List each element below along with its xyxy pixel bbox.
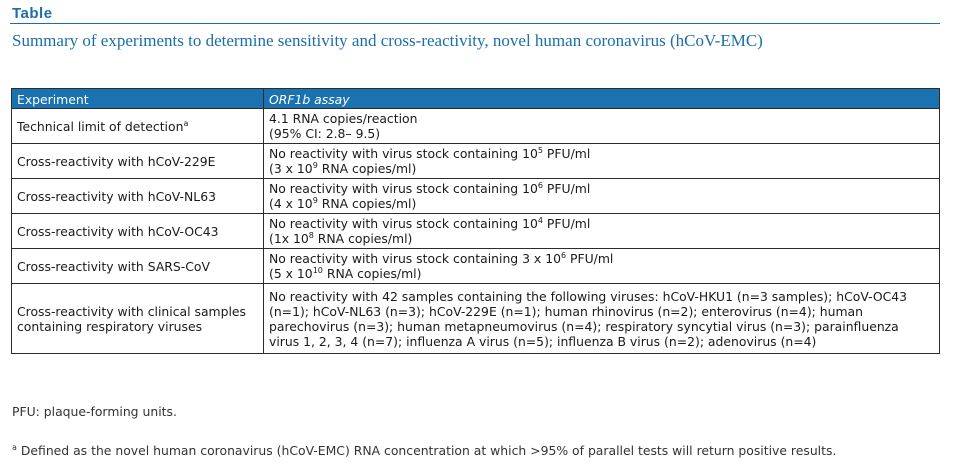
result-line: (n=1); hCoV-NL63 (n=3); hCoV-229E (n=1); human rhinovirus (n=2); enterovirus (n=4); human bbox=[269, 303, 863, 319]
column-header-experiment: Experiment bbox=[12, 89, 264, 109]
result-line: (4 x $10^9$ RNA copies/ml) bbox=[269, 195, 417, 211]
result-line: (5 x $10^{10}$ RNA copies/ml) bbox=[269, 265, 422, 281]
experiment-cell bbox=[12, 249, 264, 284]
result-line: (95% CI: 2.8– 9.5) bbox=[269, 126, 381, 141]
experiment-label: Cross-reactivity with hCoV-OC43 bbox=[17, 223, 219, 239]
table-caption: Summary of experiments to determine sensitivity and cross-reactivity, novel human coronavirus (hCoV-EMC) bbox=[12, 31, 763, 50]
result-line: No reactivity with virus stock containing 3 x $10^6$ PFU/ml bbox=[269, 250, 614, 266]
table-row bbox=[12, 144, 940, 179]
experiment-cell bbox=[12, 109, 264, 144]
experiment-label: Cross-reactivity with SARS-CoV bbox=[17, 258, 210, 274]
result-cell bbox=[264, 284, 940, 354]
result-line: No reactivity with 42 samples containing the following viruses: hCoV-HKU1 (n=3 samples); hCoV-OC43 bbox=[269, 288, 908, 304]
table-row bbox=[12, 249, 940, 284]
experiment-label: Cross-reactivity with hCoV-NL63 bbox=[17, 188, 216, 204]
title-rule bbox=[10, 23, 940, 24]
experiment-cell bbox=[12, 284, 264, 354]
experiment-label: Cross-reactivity with clinical samples bbox=[17, 303, 247, 319]
result-cell bbox=[264, 109, 940, 144]
experiment-label: Cross-reactivity with hCoV-229E bbox=[17, 153, 216, 169]
summary-table bbox=[11, 88, 940, 354]
experiment-cell bbox=[12, 179, 264, 214]
table-header-row bbox=[12, 89, 940, 109]
column-header-assay: ORF1b assay bbox=[264, 89, 940, 109]
result-line: (3 x $10^9$ RNA copies/ml) bbox=[269, 160, 417, 176]
experiment-label: Technical limit of detection bbox=[17, 118, 184, 134]
result-line: No reactivity with virus stock containing $10^4$ PFU/ml bbox=[269, 215, 591, 231]
result-cell bbox=[264, 179, 940, 214]
experiment-cell bbox=[12, 214, 264, 249]
table-row bbox=[12, 179, 940, 214]
table-row bbox=[12, 284, 940, 354]
experiment-cell bbox=[12, 144, 264, 179]
footnote-marker: a bbox=[183, 118, 189, 128]
table-label: Table bbox=[12, 5, 53, 22]
result-line: 4.1 RNA copies/reaction bbox=[269, 111, 418, 126]
result-cell bbox=[264, 249, 940, 284]
experiment-label: containing respiratory viruses bbox=[17, 318, 203, 334]
result-line: No reactivity with virus stock containing $10^5$ PFU/ml bbox=[269, 145, 591, 161]
result-line: (1x $10^8$ RNA copies/ml) bbox=[269, 230, 413, 246]
result-cell bbox=[264, 144, 940, 179]
table-row bbox=[12, 109, 940, 144]
footnote-a: $^a$ Defined as the novel human coronavirus (hCoV-EMC) RNA concentration at which >95% of parallel tests will return positive results. bbox=[12, 442, 837, 458]
footnote-pfu: PFU: plaque-forming units. bbox=[12, 404, 177, 419]
table-row bbox=[12, 214, 940, 249]
result-line: virus 1, 2, 3, 4 (n=7); influenza A virus (n=5); influenza B virus (n=2); adenovirus (n=4) bbox=[269, 333, 817, 349]
result-line: No reactivity with virus stock containing $10^6$ PFU/ml bbox=[269, 180, 591, 196]
result-line: parechovirus (n=3); human metapneumovirus (n=4); respiratory syncytial virus (n=3); parainfluenza bbox=[269, 318, 899, 334]
footnote-marker: a bbox=[12, 442, 17, 452]
result-cell bbox=[264, 214, 940, 249]
